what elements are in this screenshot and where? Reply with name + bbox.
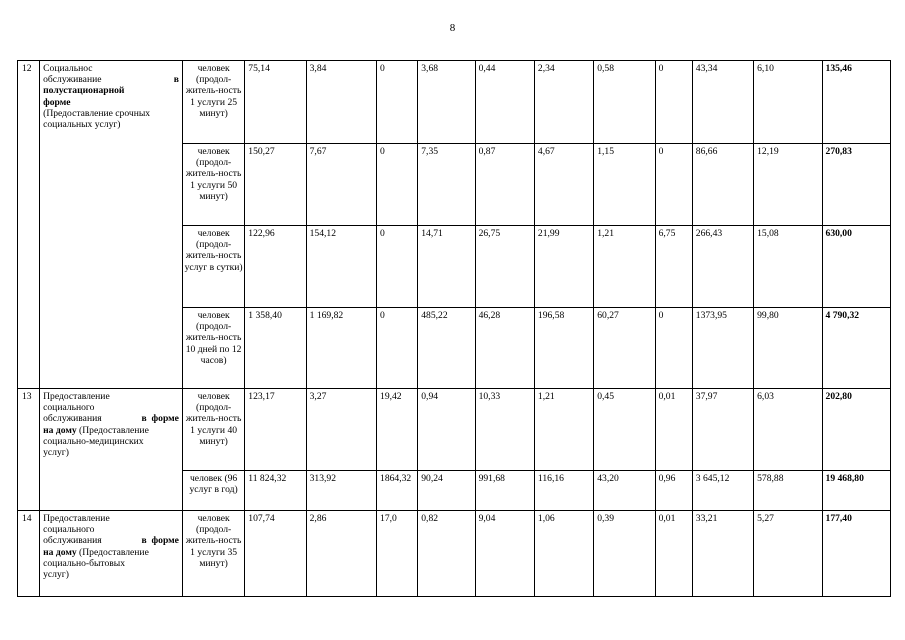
value-cell: 1,06 — [534, 511, 593, 597]
value-cell: 6,10 — [754, 61, 822, 144]
value-cell: 19,42 — [377, 389, 418, 471]
table-row — [18, 61, 891, 144]
value-cell: 3 645,12 — [692, 471, 753, 511]
unit-cell: человек (продол-житель-ность 1 услуги 35 минут) — [182, 511, 244, 597]
service-text: услуг) — [43, 447, 69, 459]
value-cell: 43,34 — [692, 61, 753, 144]
value-cell: 43,20 — [594, 471, 655, 511]
value-cell: 4,67 — [534, 144, 593, 226]
value-cell: 196,58 — [534, 308, 593, 389]
row-number: 12 — [18, 61, 40, 389]
service-text: обслуживание — [43, 74, 102, 86]
value-cell: 90,24 — [418, 471, 475, 511]
value-cell: 154,12 — [306, 226, 376, 308]
value-cell: 0,45 — [594, 389, 655, 471]
unit-cell: человек (продол-житель-ность 1 услуги 50 минут) — [182, 144, 244, 226]
service-text: (Предоставление — [76, 424, 149, 436]
service-text: (Предоставление — [76, 546, 149, 558]
value-cell: 21,99 — [534, 226, 593, 308]
value-cell: 86,66 — [692, 144, 753, 226]
value-cell: 46,28 — [475, 308, 534, 389]
value-cell: 1 169,82 — [306, 308, 376, 389]
value-cell: 0 — [377, 226, 418, 308]
service-text: (Предоставление срочных — [43, 107, 151, 119]
value-cell: 6,03 — [754, 389, 822, 471]
service-text: Предоставление — [43, 391, 110, 402]
value-cell: 1,21 — [594, 226, 655, 308]
value-cell: 12,19 — [754, 144, 822, 226]
value-cell: 37,97 — [692, 389, 753, 471]
value-cell: 3,27 — [306, 389, 376, 471]
service-text: социально-бытовых — [43, 557, 126, 569]
value-cell: 1,21 — [534, 389, 593, 471]
service-name — [40, 389, 183, 511]
unit-cell: человек (продол-житель-ность 1 услуги 25 минут) — [182, 61, 244, 144]
total-cell: 19 468,80 — [822, 471, 890, 511]
value-cell: 485,22 — [418, 308, 475, 389]
value-cell: 1864,32 — [377, 471, 418, 511]
value-cell: 9,04 — [475, 511, 534, 597]
value-cell: 0 — [655, 144, 692, 226]
service-text: в — [173, 74, 179, 86]
value-cell: 122,96 — [245, 226, 306, 308]
value-cell: 0 — [377, 144, 418, 226]
service-text: Предоставление — [43, 513, 110, 524]
service-text: в — [141, 535, 147, 547]
service-name — [40, 61, 183, 389]
value-cell: 1,15 — [594, 144, 655, 226]
value-cell: 0,01 — [655, 511, 692, 597]
unit-cell: человек (продол-житель-ность 1 услуги 40 минут) — [182, 389, 244, 471]
total-cell: 270,83 — [822, 144, 890, 226]
service-text: социально-медицинских — [43, 435, 144, 447]
value-cell: 116,16 — [534, 471, 593, 511]
value-cell: 0 — [377, 308, 418, 389]
service-text: полустационарной — [43, 85, 125, 97]
value-cell: 0,96 — [655, 471, 692, 511]
value-cell: 107,74 — [245, 511, 306, 597]
value-cell: 578,88 — [754, 471, 822, 511]
value-cell: 14,71 — [418, 226, 475, 308]
value-cell: 7,35 — [418, 144, 475, 226]
row-number: 14 — [18, 511, 40, 597]
service-text: на дому — [43, 546, 77, 558]
tariff-table — [17, 60, 891, 597]
service-name — [40, 511, 183, 597]
value-cell: 1373,95 — [692, 308, 753, 389]
value-cell: 123,17 — [245, 389, 306, 471]
value-cell: 15,08 — [754, 226, 822, 308]
value-cell: 10,33 — [475, 389, 534, 471]
value-cell: 5,27 — [754, 511, 822, 597]
value-cell: 7,67 — [306, 144, 376, 226]
value-cell: 0,82 — [418, 511, 475, 597]
service-text: социальных услуг) — [43, 119, 121, 131]
service-text: форме — [151, 535, 179, 547]
service-text: услуг) — [43, 569, 69, 581]
value-cell: 17,0 — [377, 511, 418, 597]
service-text: форме — [151, 413, 179, 425]
value-cell: 0 — [377, 61, 418, 144]
value-cell: 0,39 — [594, 511, 655, 597]
unit-cell: человек (продол-житель-ность 10 дней по 12 часов) — [182, 308, 244, 389]
total-cell: 4 790,32 — [822, 308, 890, 389]
total-cell: 177,40 — [822, 511, 890, 597]
value-cell: 0 — [655, 308, 692, 389]
value-cell: 6,75 — [655, 226, 692, 308]
table-row — [18, 511, 891, 597]
value-cell: 2,34 — [534, 61, 593, 144]
value-cell: 0,58 — [594, 61, 655, 144]
value-cell: 266,43 — [692, 226, 753, 308]
value-cell: 3,68 — [418, 61, 475, 144]
value-cell: 313,92 — [306, 471, 376, 511]
total-cell: 202,80 — [822, 389, 890, 471]
total-cell: 135,46 — [822, 61, 890, 144]
service-text: на дому — [43, 424, 77, 436]
value-cell: 0 — [655, 61, 692, 144]
unit-cell: человек (продол-житель-ность услуг в сутки) — [182, 226, 244, 308]
page-number: 8 — [449, 22, 456, 34]
value-cell: 75,14 — [245, 61, 306, 144]
value-cell: 2,86 — [306, 511, 376, 597]
table-row — [18, 389, 891, 471]
unit-cell: человек (96 услуг в год) — [182, 471, 244, 511]
total-cell: 630,00 — [822, 226, 890, 308]
value-cell: 0,87 — [475, 144, 534, 226]
service-text: социального — [43, 524, 95, 536]
value-cell: 26,75 — [475, 226, 534, 308]
value-cell: 3,84 — [306, 61, 376, 144]
service-text: обслуживания — [43, 413, 102, 425]
service-text: форме — [43, 96, 71, 108]
value-cell: 991,68 — [475, 471, 534, 511]
service-text: Социальнос — [43, 63, 93, 74]
row-number: 13 — [18, 389, 40, 511]
value-cell: 33,21 — [692, 511, 753, 597]
value-cell: 0,94 — [418, 389, 475, 471]
service-text: социального — [43, 402, 95, 414]
value-cell: 0,44 — [475, 61, 534, 144]
value-cell: 150,27 — [245, 144, 306, 226]
value-cell: 60,27 — [594, 308, 655, 389]
value-cell: 99,80 — [754, 308, 822, 389]
service-text: обслуживания — [43, 535, 102, 547]
value-cell: 1 358,40 — [245, 308, 306, 389]
value-cell: 0,01 — [655, 389, 692, 471]
service-text: в — [141, 413, 147, 425]
value-cell: 11 824,32 — [245, 471, 306, 511]
